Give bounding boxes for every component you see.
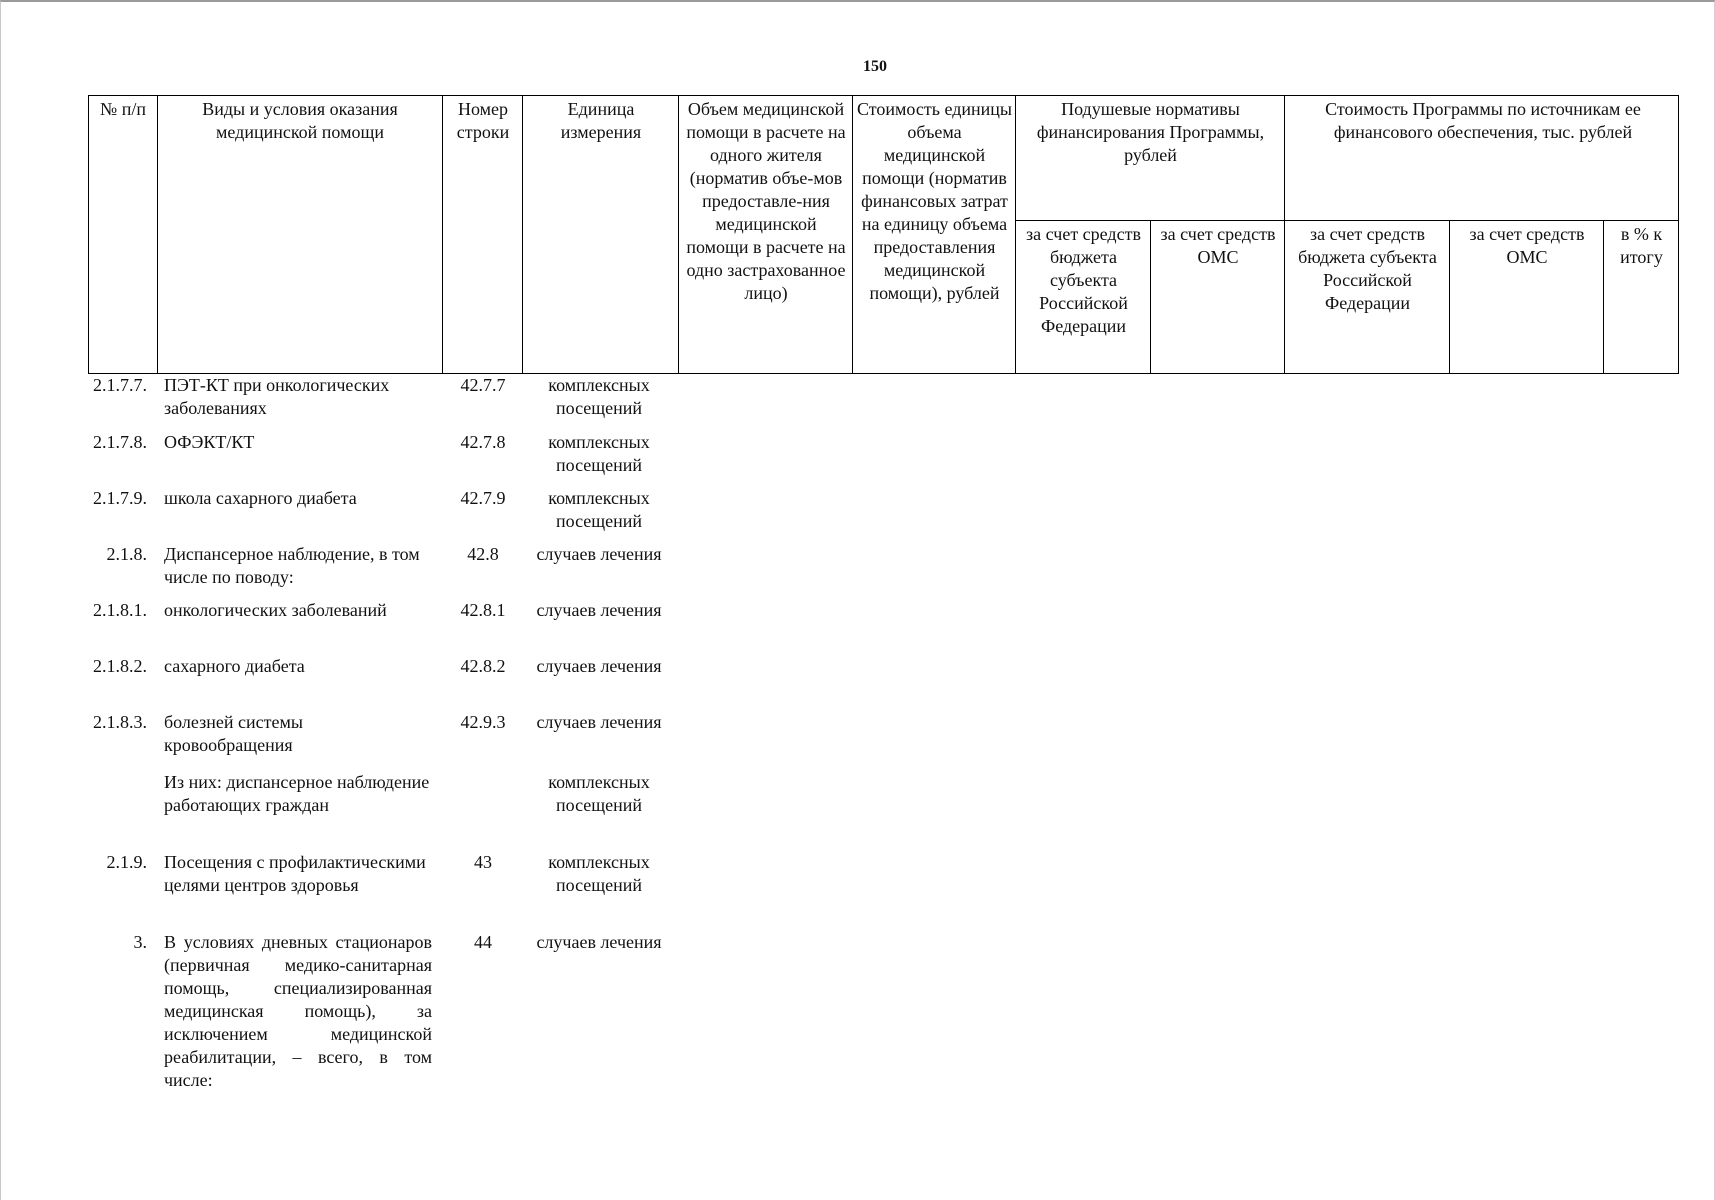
row-code: 42.8.1 — [460, 600, 506, 620]
row-unit: комплексных посещений — [548, 375, 650, 418]
row-name: ПЭТ-КТ при онкологических заболеваниях — [164, 375, 390, 418]
row-num: 2.1.7.8. — [93, 432, 147, 452]
row-unit: комплексных посещений — [548, 852, 650, 895]
row-code: 42.8 — [467, 544, 499, 564]
header-num: № п/п — [100, 99, 146, 119]
row-unit: комплексных посещений — [548, 488, 650, 531]
page-number: 150 — [863, 58, 887, 75]
row-name: В условиях дневных стационаров (первичная медико-санитарная помощь, специализированная медицинская помощь), за исключением медицинской реабилитации, – всего, в том числе: — [164, 932, 432, 1090]
row-name: Посещения с профилактическими целями центров здоровья — [164, 852, 426, 895]
row-name: ОФЭКТ/КТ — [164, 432, 255, 452]
row-name: онкологических заболеваний — [164, 600, 387, 620]
row-num: 2.1.8.2. — [93, 656, 147, 676]
row-name: болезней системы кровообращения — [164, 712, 303, 755]
header-unit: Единица измерения — [560, 99, 642, 142]
header-program-cost: Стоимость Программы по источникам ее финансового обеспечения, тыс. рублей — [1325, 99, 1641, 142]
header-volume: Объем медицинской помощи в расчете на одного жителя (норматив объе-мов предоставле-ния медицинской помощи в расчете на одно застрахованное лицо) — [686, 99, 846, 303]
row-code: 42.7.8 — [460, 432, 506, 452]
row-num: 2.1.8.1. — [93, 600, 147, 620]
header-program-budget: за счет средств бюджета субъекта Российской Федерации — [1298, 224, 1437, 313]
row-unit: случаев лечения — [536, 932, 662, 952]
header-program-oms: за счет средств ОМС — [1469, 224, 1585, 267]
header-per-capita-budget: за счет средств бюджета субъекта Российской Федерации — [1026, 224, 1141, 336]
header-per-capita: Подушевые нормативы финансирования Программы, рублей — [1036, 99, 1265, 165]
row-num: 2.1.7.9. — [93, 488, 147, 508]
row-num: 2.1.7.7. — [93, 375, 147, 395]
header-row-number: Номер строки — [456, 99, 510, 142]
row-num: 2.1.9. — [106, 852, 147, 872]
row-name: сахарного диабета — [164, 656, 305, 676]
row-num: 3. — [133, 932, 147, 952]
row-code: 42.9.3 — [460, 712, 506, 732]
row-code: 43 — [474, 852, 492, 872]
row-code: 44 — [474, 932, 492, 952]
row-code: 42.7.9 — [460, 488, 506, 508]
header-per-capita-oms: за счет средств ОМС — [1160, 224, 1276, 267]
row-name: школа сахарного диабета — [164, 488, 357, 508]
row-num: 2.1.8. — [106, 544, 147, 564]
header-cost: Стоимость единицы объема медицинской помощи (норматив финансовых затрат на единицу объема предоставления медицинской помощи), рублей — [857, 99, 1012, 303]
row-name: Из них: диспансерное наблюдение работающих граждан — [164, 772, 430, 815]
header-types: Виды и условия оказания медицинской помощи — [202, 99, 398, 142]
row-num: 2.1.8.3. — [93, 712, 147, 732]
row-unit: комплексных посещений — [548, 772, 650, 815]
row-unit: случаев лечения — [536, 656, 662, 676]
row-code: 42.7.7 — [460, 375, 506, 395]
row-unit: случаев лечения — [536, 600, 662, 620]
row-code: 42.8.2 — [460, 656, 506, 676]
row-unit: случаев лечения — [536, 544, 662, 564]
header-program-percent: в % к итогу — [1620, 224, 1663, 267]
row-unit: случаев лечения — [536, 712, 662, 732]
row-unit: комплексных посещений — [548, 432, 650, 475]
row-name: Диспансерное наблюдение, в том числе по поводу: — [164, 544, 420, 587]
